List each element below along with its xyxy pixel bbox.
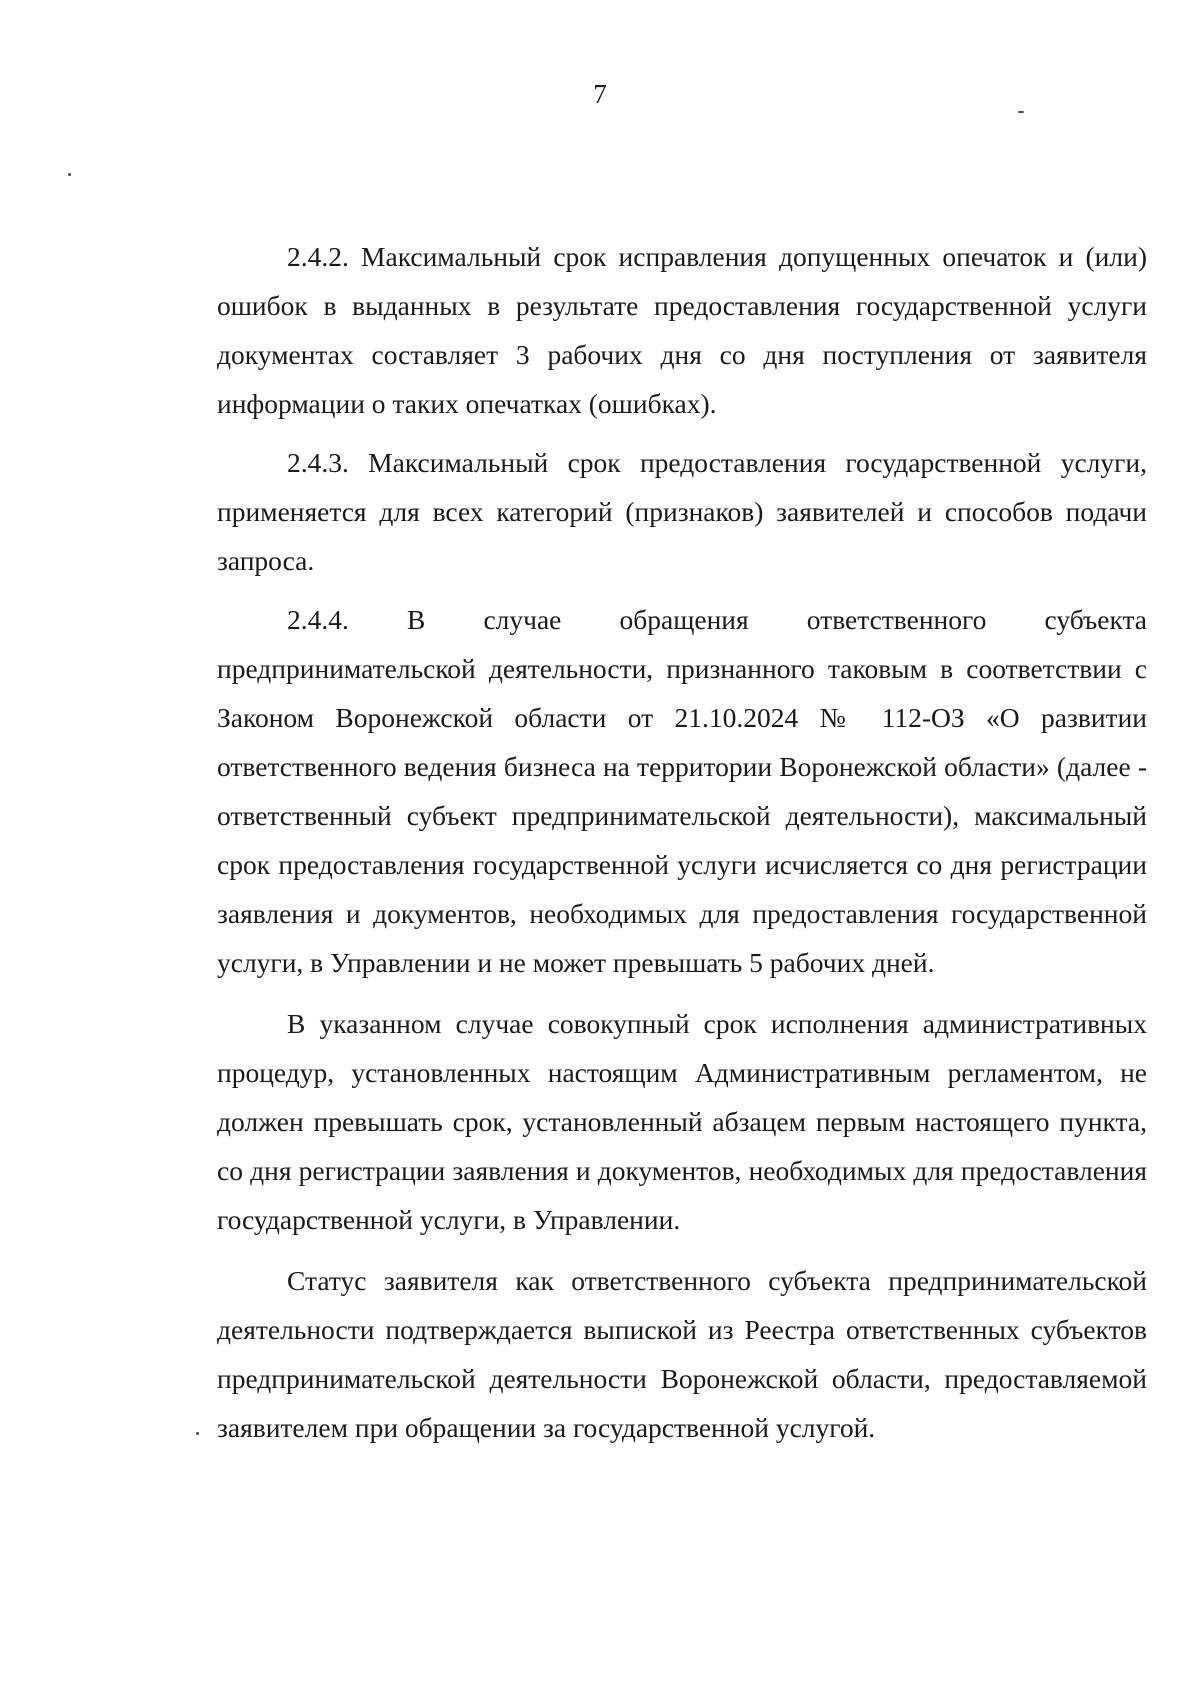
scan-speck (196, 1432, 199, 1435)
paragraph-2-4-3: 2.4.3. Максимальный срок предоставления государственной услуги, применяется для всех категорий (признаков) заявителей и способов подачи запроса. (217, 447, 1147, 576)
paragraph-cumulative-term: В указанном случае совокупный срок исполнения административных процедур, установленных настоящим Административным регламентом, не должен превышать срок, установленный абзацем первым настоящего пункта, со дня регистрации заявления и документов, необходимых для предоставления государственной услуги, в Управлении. (217, 1008, 1147, 1235)
paragraph-applicant-status: Статус заявителя как ответственного субъекта предпринимательской деятельности подтверждается выпиской из Реестра ответственных субъектов предпринимательской деятельности Воронежской области, предоставляемой заявителем при обращении за государственной услугой. (217, 1265, 1147, 1443)
scan-speck (1018, 111, 1024, 113)
paragraph-2-4-2: 2.4.2. Максимальный срок исправления допущенных опечаток и (или) ошибок в выданных в результате предоставления государственной услуги документах составляет 3 рабочих дня со дня поступления от заявителя информации о таких опечатках (ошибках). (217, 241, 1147, 419)
body-text (217, 232, 1147, 1452)
scan-speck (68, 173, 71, 176)
paragraph-2-4-4: 2.4.4. В случае обращения ответственного субъекта предпринимательской деятельности, признанного таковым в соответствии с Законом Воронежской области от 21.10.2024 № 112-ОЗ «О развитии ответственного ведения бизнеса на территории Воронежской области» (далее - ответственный субъект предпринимательской деятельности), максимальный срок предоставления государственной услуги исчисляется со дня регистрации заявления и документов, необходимых для предоставления государственной услуги, в Управлении и не может превышать 5 рабочих дней. (217, 604, 1147, 978)
page-number: 7 (593, 79, 607, 109)
